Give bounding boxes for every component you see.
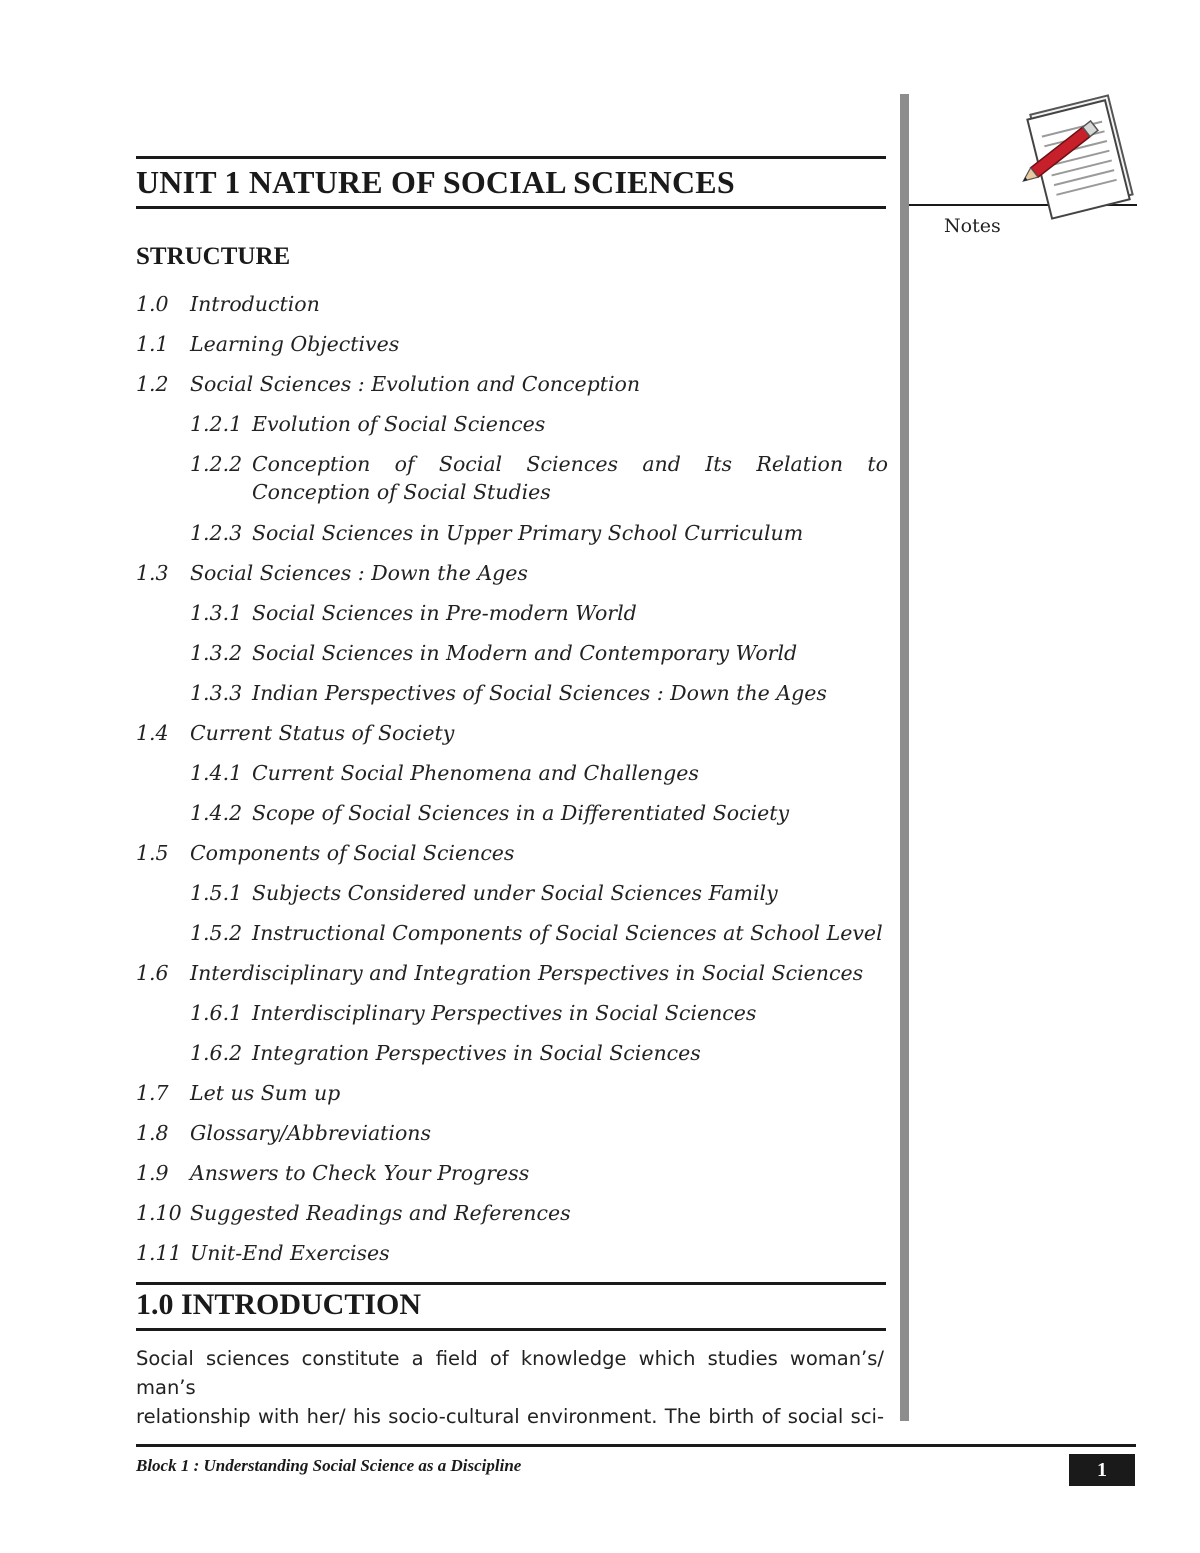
toc-subsection-item [136, 1039, 888, 1079]
toc-title: Answers to Check Your Progress [190, 1161, 530, 1185]
toc-section-item [136, 559, 888, 599]
toc-title: Unit-End Exercises [190, 1241, 390, 1265]
toc-number: 1.5.1 [190, 881, 243, 905]
toc-number: 1.7 [136, 1081, 169, 1105]
toc-number: 1.4 [136, 721, 169, 745]
toc-title: Current Status of Society [190, 721, 455, 745]
toc-number: 1.11 [136, 1241, 182, 1265]
toc-title: Integration Perspectives in Social Sciences [252, 1041, 701, 1065]
toc-number: 1.9 [136, 1161, 169, 1185]
toc-subsection-item [136, 599, 888, 639]
toc-title: Indian Perspectives of Social Sciences : Down the Ages [252, 681, 827, 705]
toc-subsection-item [136, 679, 888, 719]
toc-subsection-item [136, 919, 888, 959]
toc-number: 1.5.2 [190, 921, 243, 945]
title-top-rule [136, 156, 886, 159]
intro-line: Social sciences constitute a field of knowledge which studies woman’s/ man’s [136, 1347, 884, 1399]
toc-title: Social Sciences in Upper Primary School Curriculum [252, 521, 804, 545]
toc-section-item [136, 1159, 888, 1199]
toc-subsection-item [136, 410, 888, 450]
notepad-pencil-icon [1018, 94, 1142, 220]
toc-number: 1.3.3 [190, 681, 243, 705]
toc-subsection-item [136, 879, 888, 919]
toc-section-item [136, 1239, 888, 1279]
notes-label: Notes [944, 215, 1001, 237]
toc-section-item [136, 330, 888, 370]
toc-title: Social Sciences in Pre-modern World [252, 601, 637, 625]
footer-rule [136, 1444, 1136, 1447]
toc-section-item [136, 1199, 888, 1239]
toc-number: 1.4.2 [190, 801, 243, 825]
toc-subsection-item [136, 519, 888, 559]
toc-title: Conception of Social Sciences and Its Relation to Conception of Social Studies [252, 452, 888, 504]
toc-title: Subjects Considered under Social Sciences Family [252, 881, 778, 905]
toc-subsection-item [136, 450, 888, 519]
toc-section-item [136, 839, 888, 879]
toc-number: 1.5 [136, 841, 169, 865]
toc-title: Social Sciences : Evolution and Conception [190, 372, 641, 396]
toc-subsection-item [136, 759, 888, 799]
toc-section-item [136, 959, 888, 999]
intro-bottom-rule [136, 1328, 886, 1331]
toc-number: 1.10 [136, 1201, 182, 1225]
toc-number: 1.4.1 [190, 761, 243, 785]
toc-subsection-item [136, 639, 888, 679]
toc-title: Interdisciplinary Perspectives in Social Sciences [252, 1001, 757, 1025]
toc-title: Current Social Phenomena and Challenges [252, 761, 699, 785]
table-of-contents [136, 290, 888, 1279]
toc-title: Learning Objectives [190, 332, 400, 356]
toc-subsection-item [136, 799, 888, 839]
toc-title: Scope of Social Sciences in a Differentiated Society [252, 801, 790, 825]
sidebar-bar [900, 94, 909, 1421]
toc-section-item [136, 290, 888, 330]
unit-title: UNIT 1 NATURE OF SOCIAL SCIENCES [136, 164, 735, 200]
structure-heading: STRUCTURE [136, 243, 291, 270]
toc-number: 1.6.2 [190, 1041, 243, 1065]
toc-number: 1.2.2 [190, 452, 243, 476]
toc-number: 1.3.1 [190, 601, 243, 625]
title-bottom-rule [136, 206, 886, 209]
toc-section-item [136, 719, 888, 759]
intro-top-rule [136, 1282, 886, 1285]
toc-number: 1.2.1 [190, 412, 243, 436]
toc-number: 1.3.2 [190, 641, 243, 665]
toc-number: 1.8 [136, 1121, 169, 1145]
toc-number: 1.2 [136, 372, 169, 396]
toc-title: Interdisciplinary and Integration Perspectives in Social Sciences [190, 961, 864, 985]
toc-title: Introduction [190, 292, 320, 316]
toc-subsection-item [136, 999, 888, 1039]
toc-number: 1.6 [136, 961, 169, 985]
intro-paragraph [136, 1344, 884, 1431]
intro-heading: 1.0 INTRODUCTION [136, 1288, 422, 1321]
toc-title: Instructional Components of Social Sciences at School Level [252, 921, 883, 945]
toc-title: Evolution of Social Sciences [252, 412, 546, 436]
toc-number: 1.1 [136, 332, 169, 356]
toc-title: Glossary/Abbreviations [190, 1121, 432, 1145]
toc-title: Let us Sum up [190, 1081, 341, 1105]
toc-title: Social Sciences in Modern and Contemporary World [252, 641, 798, 665]
toc-section-item [136, 1119, 888, 1159]
toc-section-item [136, 1079, 888, 1119]
page-number: 1 [1069, 1454, 1135, 1486]
toc-section-item [136, 370, 888, 410]
toc-number: 1.6.1 [190, 1001, 243, 1025]
toc-title: Social Sciences : Down the Ages [190, 561, 528, 585]
toc-number: 1.3 [136, 561, 169, 585]
toc-number: 1.2.3 [190, 521, 243, 545]
intro-line: relationship with her/ his socio-cultural environment. The birth of social sci- [136, 1405, 884, 1428]
toc-number: 1.0 [136, 292, 169, 316]
footer-block-title: Block 1 : Understanding Social Science as a Discipline [136, 1456, 522, 1475]
toc-title: Suggested Readings and References [190, 1201, 571, 1225]
toc-title: Components of Social Sciences [190, 841, 515, 865]
